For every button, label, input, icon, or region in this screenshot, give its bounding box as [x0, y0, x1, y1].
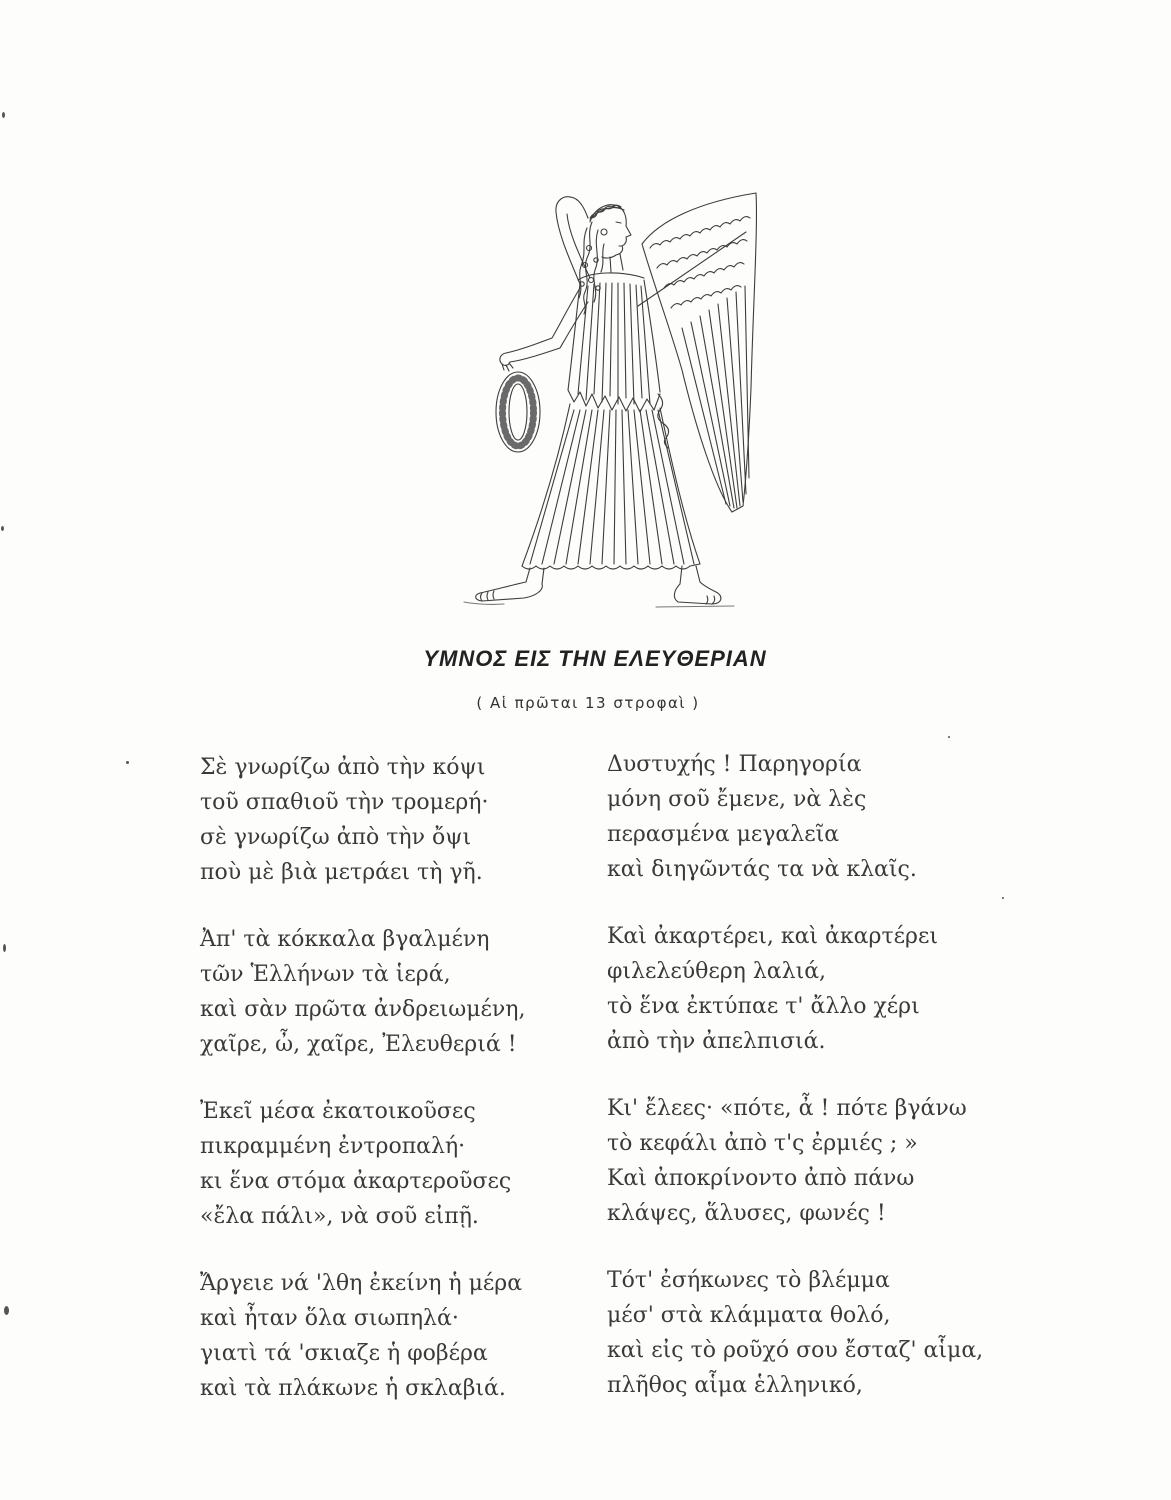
verse-line: Ἄργειε νά 'λθη ἐκείνη ἡ μέρα: [200, 1271, 523, 1296]
verse-line: καὶ σὰν πρῶτα ἀνδρειωμένη,: [200, 997, 526, 1022]
verse-line: μέσ' στὰ κλάμματα θολό,: [607, 1303, 891, 1328]
scan-speck: [3, 944, 6, 952]
verse-line: τῶν Ἑλλήνων τὰ ἱερά,: [200, 962, 451, 987]
robe: [522, 273, 700, 569]
verse-line: κι ἕνα στόμα ἀκαρτεροῦσες: [200, 1169, 512, 1194]
left-column: [200, 750, 600, 1438]
verse-line: κλάψες, ἅλυσες, φωνές !: [607, 1201, 886, 1226]
stanza: [200, 922, 600, 1062]
verse-line: ποὺ μὲ βιὰ μετράει τὴ γῆ.: [200, 860, 483, 885]
poem-subtitle: ( Αἱ πρῶται 13 στροφαὶ ): [476, 694, 700, 712]
verse-line: Σὲ γνωρίζω ἀπὸ τὴν κόψι: [200, 755, 486, 780]
stanza: [200, 1266, 600, 1406]
verse-line: τὸ κεφάλι ἀπὸ τ'ς ἐρμιές ; »: [607, 1131, 918, 1156]
scan-speck: [1, 526, 4, 531]
verse-line: καὶ εἰς τὸ ροῦχό σου ἔσταζ' αἷμα,: [607, 1338, 984, 1363]
verse-line: μόνη σοῦ ἔμενε, νὰ λὲς: [607, 787, 867, 812]
verse-line: καὶ τὰ πλάκωνε ἡ σκλαβιά.: [200, 1376, 506, 1401]
stanza: [607, 747, 1067, 887]
stanza: [607, 1263, 1067, 1403]
scan-speck: [2, 112, 5, 118]
verse-line: Ἀπ' τὰ κόκκαλα βγαλμένη: [200, 927, 490, 952]
verse-line: καὶ διηγῶντάς τα νὰ κλαῖς.: [607, 857, 917, 882]
stanza: [607, 919, 1067, 1059]
scan-speck: [1002, 897, 1004, 899]
verse-line: χαῖρε, ὦ, χαῖρε, Ἐλευθεριά !: [200, 1032, 517, 1057]
verse-line: Ἐκεῖ μέσα ἐκατοικοῦσες: [200, 1099, 476, 1124]
stanza: [607, 1091, 1067, 1231]
verse-line: φιλελεύθερη λαλιά,: [607, 959, 827, 984]
right-column: [607, 747, 1067, 1435]
verse-line: τοῦ σπαθιοῦ τὴν τρομερή·: [200, 790, 489, 815]
verse-line: καὶ ἦταν ὅλα σιωπηλά·: [200, 1306, 459, 1331]
verse-line: γιατὶ τά 'σκιαζε ἡ φοβέρα: [200, 1341, 488, 1366]
poem-title: ΥΜΝΟΣ ΕΙΣ ΤΗΝ ΕΛΕΥΘΕΡΙΑΝ: [423, 646, 767, 671]
verse-line: Κι' ἔλεες· «πότε, ἆ ! πότε βγάνω: [607, 1096, 967, 1121]
verse-line: πικραμμένη ἐντροπαλή·: [200, 1134, 466, 1159]
verse-line: σὲ γνωρίζω ἀπὸ τὴν ὄψι: [200, 825, 472, 850]
feet: [464, 566, 734, 607]
verse-line: Τότ' ἐσήκωνες τὸ βλέμμα: [607, 1268, 890, 1293]
verse-line: «ἔλα πάλι», νὰ σοῦ εἰπῇ.: [200, 1204, 479, 1229]
verse-line: ἀπὸ τὴν ἀπελπισιά.: [607, 1029, 826, 1054]
verse-line: πλῆθος αἷμα ἑλληνικό,: [607, 1373, 863, 1398]
stanza: [200, 750, 600, 890]
verse-line: Καὶ ἀκαρτέρει, καὶ ἀκαρτέρει: [607, 924, 938, 949]
verse-line: τὸ ἕνα ἐκτύπαε τ' ἄλλο χέρι: [607, 994, 920, 1019]
scan-speck: [4, 1306, 9, 1315]
laurel-wreath: [496, 372, 540, 452]
verse-line: περασμένα μεγαλεῖα: [607, 822, 840, 847]
winged-figure-illustration: [460, 188, 770, 618]
verse-line: Δυστυχής ! Παρηγορία: [607, 752, 862, 777]
scan-speck: [948, 736, 950, 738]
scan-speck: [126, 761, 129, 764]
raised-arm: [556, 197, 590, 284]
verse-line: Καὶ ἀποκρίνοντο ἀπὸ πάνω: [607, 1166, 915, 1191]
stanza: [200, 1094, 600, 1234]
